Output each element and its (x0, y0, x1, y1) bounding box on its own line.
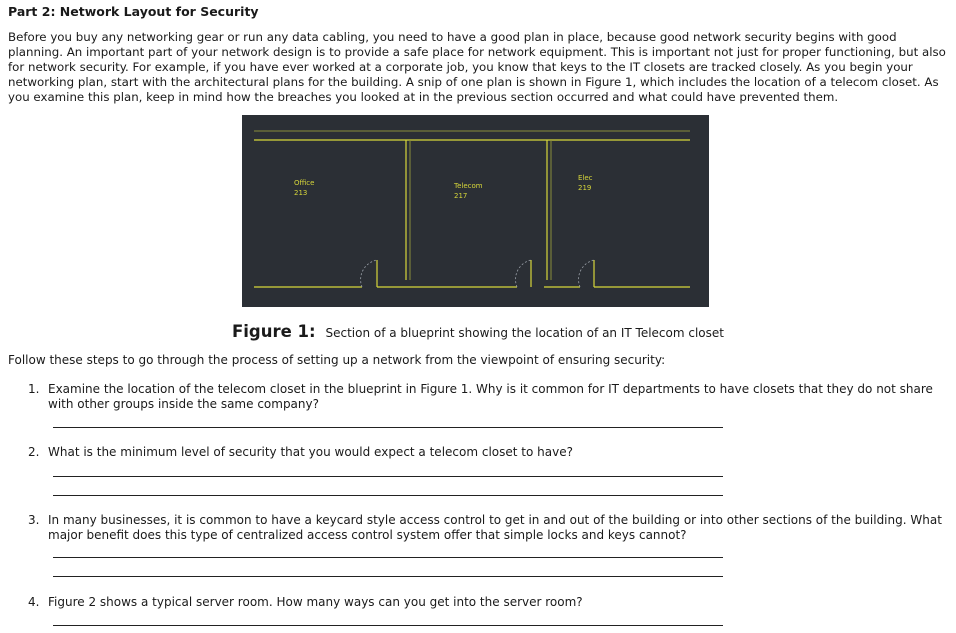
question-text: Examine the location of the telecom closet in the blueprint in Figure 1. Why is it common for IT departments to have closets that they do not share with other groups inside the same company? (48, 382, 933, 411)
door-swing-telecom (516, 260, 531, 287)
steps-intro: Follow these steps to go through the process of setting up a network from the viewpoint of ensuring security: (8, 353, 666, 367)
question-number: 1. (28, 382, 40, 396)
answer-line-1a[interactable] (53, 427, 723, 428)
figure-caption (0, 322, 956, 341)
room-label-office-number: 213 (294, 189, 308, 197)
answer-line-3b[interactable] (53, 576, 723, 577)
question-3 (28, 513, 948, 543)
question-text: Figure 2 shows a typical server room. How many ways can you get into the server room? (48, 595, 583, 609)
blueprint-figure (242, 115, 709, 307)
question-2 (28, 445, 948, 460)
door-swing-office (361, 260, 377, 287)
section-heading: Part 2: Network Layout for Security (8, 4, 259, 19)
question-text: In many businesses, it is common to have a keycard style access control to get in and out of the building or into other sections of the building. What major benefit does this type of centralized access control system offer that simple locks and keys cannot? (48, 513, 942, 542)
room-label-office-name: Office (294, 179, 315, 187)
question-1 (28, 382, 948, 412)
figure-caption-text: Section of a blueprint showing the location of an IT Telecom closet (325, 326, 724, 340)
figure-number: Figure 1: (232, 322, 316, 341)
blueprint-drawing (242, 115, 709, 307)
question-4 (28, 595, 948, 610)
room-label-elec-name: Elec (578, 174, 593, 182)
answer-line-3a[interactable] (53, 557, 723, 558)
room-label-elec-number: 219 (578, 184, 592, 192)
room-label-telecom-number: 217 (454, 192, 468, 200)
intro-paragraph: Before you buy any networking gear or run any data cabling, you need to have a good plan in place, because good network security begins with good planning. An important part of your network design is to provide a safe place for network equipment. This is important not just for proper functioning, but also for network security. For example, if you have ever worked at a corporate job, you know that keys to the IT closets are tracked closely. As you begin your networking plan, start with the architectural plans for the building. A snip of one plan is shown in Figure 1, which includes the location of a telecom closet. As you examine this plan, keep in mind how the breaches you looked at in the previous section occurred and what could have prevented them. (8, 30, 946, 104)
question-text: What is the minimum level of security that you would expect a telecom closet to have? (48, 445, 573, 459)
door-swing-elec (579, 260, 594, 287)
question-number: 3. (28, 513, 40, 527)
question-number: 4. (28, 595, 40, 609)
answer-line-2a[interactable] (53, 476, 723, 477)
answer-line-2b[interactable] (53, 495, 723, 496)
answer-line-4a[interactable] (53, 625, 723, 626)
question-number: 2. (28, 445, 40, 459)
room-label-telecom-name: Telecom (454, 182, 483, 190)
